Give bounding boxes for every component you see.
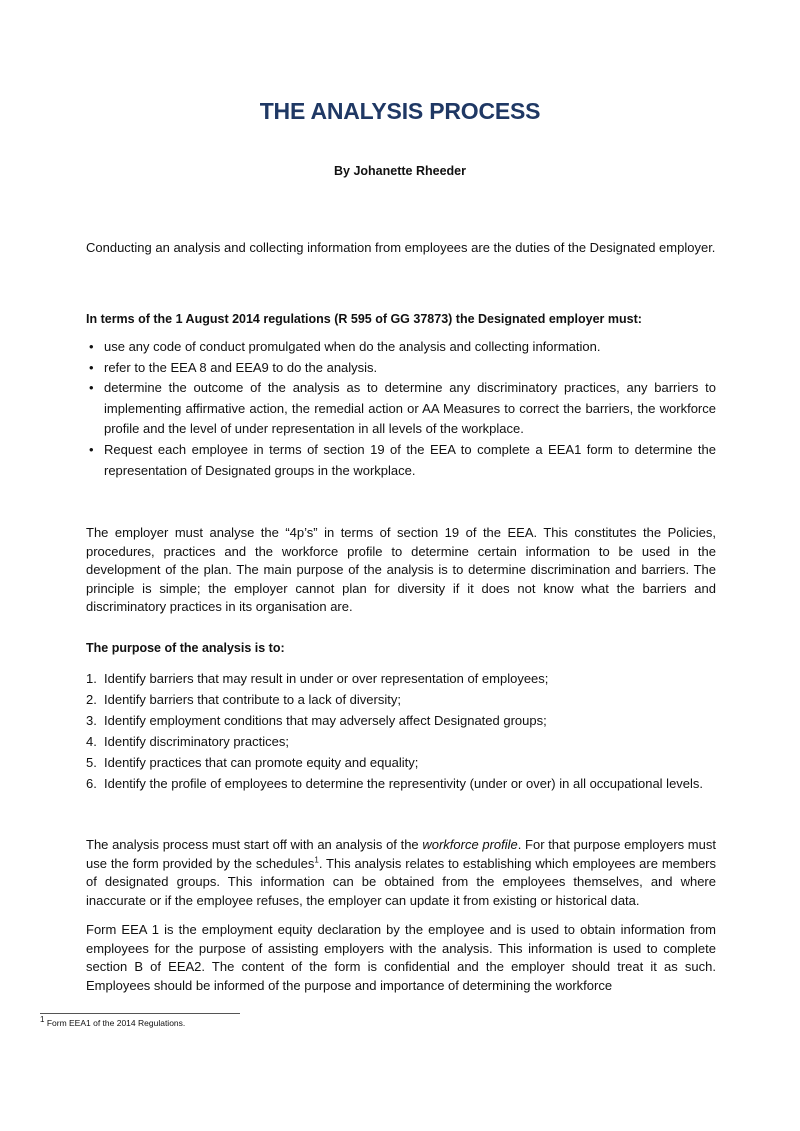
intro-paragraph: Conducting an analysis and collecting information from employees are the duties of the Designated employer. [86, 240, 716, 255]
bullet-icon: • [89, 359, 94, 375]
list-item [86, 358, 716, 379]
list-number: 4. [86, 734, 97, 749]
list-item [86, 668, 716, 689]
paragraph-text: . This analysis relates to establishing which employees are members of designated groups. This information can be obtained from the employees themselves, and where inaccurate or if the employee refuses, the employer can update it from existing or historical data. [86, 855, 716, 908]
list-item-text: Identify employment conditions that may adversely affect Designated groups; [104, 713, 547, 728]
list-item [86, 689, 716, 710]
italic-term: workforce profile [422, 837, 518, 852]
list-item [86, 710, 716, 731]
list-item [86, 752, 716, 773]
paragraph-text: The analysis process must start off with an analysis of the [86, 837, 423, 852]
footnote-text: Form EEA1 of the 2014 Regulations. [44, 1018, 186, 1028]
bullet-icon: • [89, 339, 94, 354]
list-item-text: Identify the profile of employees to determine the representivity (under or over) in all occupational levels. [104, 776, 704, 791]
list-item-text: Identify barriers that may result in under or over representation of employees; [104, 671, 549, 686]
list-item [86, 337, 716, 358]
document-title: THE ANALYSIS PROCESS [259, 98, 541, 124]
bullet-text: Request each employee in terms of section 19 of the EEA to complete a EEA1 form to determine the representation of Designated groups in the workplace. [104, 441, 716, 478]
regulations-bullet-list [86, 337, 716, 481]
purpose-numbered-list [86, 668, 716, 794]
list-number: 3. [86, 713, 97, 728]
regulations-heading: In terms of the 1 August 2014 regulations (R 595 of GG 37873) the Designated employer must: [86, 312, 642, 326]
list-item-text: Identify barriers that contribute to a lack of diversity; [104, 692, 401, 707]
list-item [86, 773, 716, 794]
list-item [86, 731, 716, 752]
list-item-text: Identify discriminatory practices; [104, 734, 289, 749]
paragraph-text: . For that purpose employers must use the form provided by the schedules [86, 837, 716, 871]
bullet-icon: • [89, 380, 94, 396]
list-number: 2. [86, 692, 97, 707]
footnote-reference[interactable]: 1 [314, 855, 319, 865]
eea1-paragraph: Form EEA 1 is the employment equity declaration by the employee and is used to obtain information from employees for the purpose of assisting employers with the analysis. This information is used to complete section B of EEA2. The content of the form is confidential and the employer should treat it as such. Employees should be informed of the purpose and importance of determining the workforce [86, 922, 716, 993]
list-number: 1. [86, 671, 97, 686]
bullet-text: determine the outcome of the analysis as to determine any discriminatory practices, any barriers to implementing affirmative action, the remedial action or AA Measures to correct the barriers, the workforce profile and the level of under representation in all levels of the workplace. [104, 380, 716, 437]
footnote [40, 1015, 186, 1028]
four-ps-paragraph: The employer must analyse the “4p’s” in terms of section 19 of the EEA. This constitutes the Policies, procedures, practices and the workforce profile to determine certain information to be used in the development of the plan. The main purpose of the analysis is to determine discrimination and barriers. The principle is simple; the employer cannot plan for diversity if it does not know what the barriers and discriminatory practices in its organisation are. [86, 525, 716, 614]
bullet-text: refer to the EEA 8 and EEA9 to do the analysis. [104, 359, 378, 375]
list-item [86, 440, 716, 481]
workforce-profile-paragraph [86, 836, 716, 910]
purpose-heading: The purpose of the analysis is to: [86, 641, 285, 655]
list-item [86, 378, 716, 440]
footnote-number: 1 [40, 1015, 45, 1025]
author-byline: By Johanette Rheeder [334, 164, 466, 178]
list-number: 6. [86, 776, 97, 791]
list-number: 5. [86, 755, 97, 770]
footnote-divider [40, 1013, 240, 1014]
list-item-text: Identify practices that can promote equity and equality; [104, 755, 419, 770]
bullet-text: use any code of conduct promulgated when do the analysis and collecting information. [104, 339, 601, 354]
bullet-icon: • [89, 441, 94, 457]
